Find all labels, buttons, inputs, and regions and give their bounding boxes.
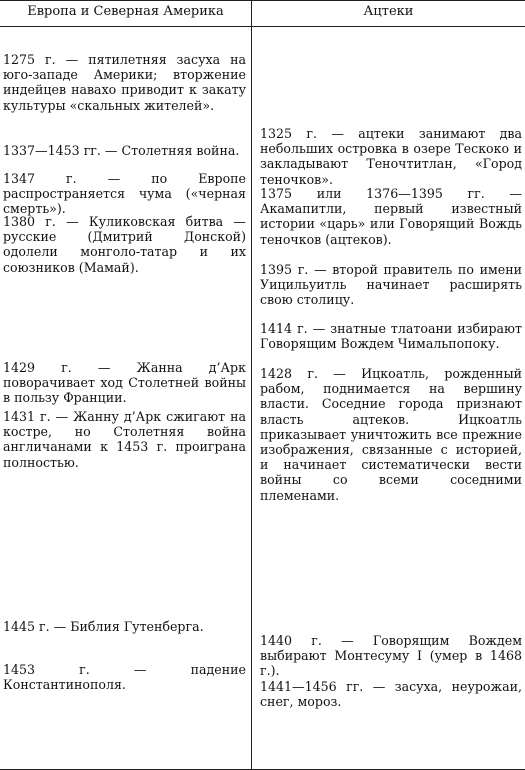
entry-1445: 1445 г. — Библия Гутенберга.	[3, 619, 204, 634]
entry-1275: 1275 г. — пятилетняя засуха на юго-западе Америки; вторжение индейцев навахо приводит к закату культуры «скальных жителей».	[3, 52, 246, 113]
column-header-aztecs: Ацтеки	[363, 4, 414, 19]
entry-1441: 1441—1456 гг. — засуха, неурожаи, снег, мороз.	[260, 679, 522, 710]
entry-1325: 1325 г. — ацтеки занимают два небольших островка в озере Тескоко и закладывают Теночтитлан, «Город теночков».	[260, 126, 522, 187]
entry-1453: 1453 г. — падение Константинополя.	[3, 662, 246, 693]
entry-1428: 1428 г. — Ицкоатль, рожденный рабом, поднимается на вершину власти. Соседние города признают власть ацтеков. Ицкоатль приказывает уничтожить все прежние изображения, связанные с историей, и начинает систематически вести войны со всеми соседними племенами.	[260, 366, 522, 503]
column-divider	[251, 0, 252, 770]
column-header-europe: Европа и Северная Америка	[27, 4, 224, 19]
entry-1380: 1380 г. — Куликовская битва — русские (Дмитрий Донской) одолели монголо-татар и их союзников (Мамай).	[3, 214, 246, 275]
entry-1429: 1429 г. — Жанна д’Арк поворачивает ход Столетней войны в пользу Франции.	[3, 360, 246, 406]
entry-1375: 1375 или 1376—1395 гг. — Акамапитли, первый известный истории «царь» или Говорящий Вождь теночков (ацтеков).	[260, 186, 522, 247]
entry-1431: 1431 г. — Жанну д’Арк сжигают на костре, но Столетняя война англичанами к 1453 г. проиграна полностью.	[3, 409, 246, 470]
entry-1414: 1414 г. — знатные тлатоани избирают Говорящим Вождем Чимальпопоку.	[260, 321, 522, 352]
entry-1395: 1395 г. — второй правитель по имени Уицильуитль начинает расширять свою столицу.	[260, 262, 522, 308]
entry-1440: 1440 г. — Говорящим Вождем выбирают Монтесуму I (умер в 1468 г.).	[260, 633, 522, 679]
entry-1337: 1337—1453 гг. — Столетняя война.	[3, 143, 240, 158]
entry-1347: 1347 г. — по Европе распространяется чума («черная смерть»).	[3, 171, 246, 217]
table-top-rule	[0, 0, 525, 1]
header-bottom-rule	[0, 26, 525, 27]
